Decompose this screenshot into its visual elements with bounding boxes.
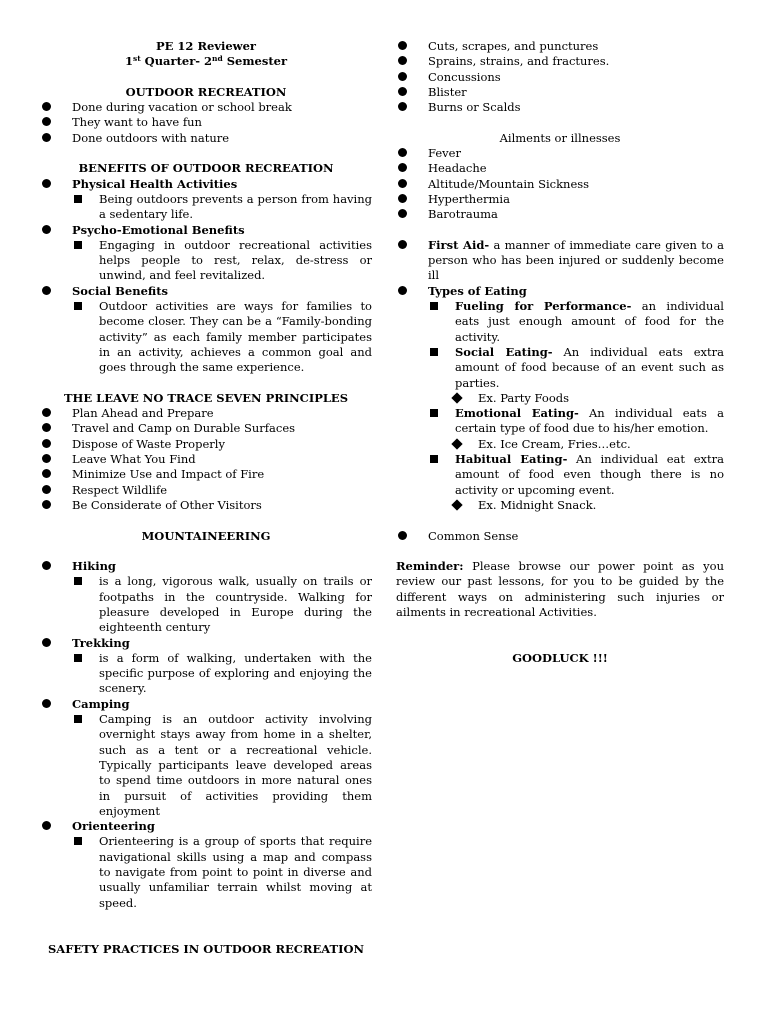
document-title: PE 12 Reviewer [156, 39, 256, 53]
ailments-heading: Ailments or illnesses [499, 130, 621, 145]
diamond-bullet-icon [451, 499, 462, 510]
square-bullet-icon [74, 577, 82, 585]
list-item: Hiking [40, 559, 372, 574]
example-item: Ex. Ice Cream, Fries…etc. [396, 437, 724, 452]
bullet-icon [398, 531, 407, 540]
document-subtitle [40, 54, 372, 69]
list-item: Camping [40, 697, 372, 712]
bullet-icon [42, 821, 51, 830]
goodluck-text: GOODLUCK !!! [512, 650, 608, 665]
bullet-icon [42, 638, 51, 647]
right-column [396, 39, 724, 666]
square-bullet-icon [74, 654, 82, 662]
first-aid-item: First Aid- a manner of immediate care given to a person who has been injured or suddenly become ill [396, 238, 724, 284]
bullet-icon [42, 225, 51, 234]
bullet-icon [42, 423, 51, 432]
list-item: Dispose of Waste Properly [40, 437, 372, 452]
list-item: Physical Health Activities [40, 177, 372, 192]
quarter-number: 1 [124, 54, 133, 69]
outdoor-heading: OUTDOOR RECREATION [125, 84, 287, 99]
list-item: They want to have fun [40, 115, 372, 130]
semester-suffix: nd [212, 54, 223, 64]
bullet-icon [42, 439, 51, 448]
list-item: Plan Ahead and Prepare [40, 406, 372, 421]
sub-item: Orienteering is a group of sports that require navigational skills using a map and compass to navigate from point to point in diverse and usually unfamiliar terrain whilst moving at speed. [40, 834, 372, 910]
list-item: Headache [396, 161, 724, 176]
quarter-suffix: st [132, 54, 141, 64]
sub-item: Social Eating- An individual eats extra amount of food because of an event such as parties. [396, 345, 724, 391]
bullet-icon [398, 56, 407, 65]
bullet-icon [42, 561, 51, 570]
square-bullet-icon [74, 837, 82, 845]
list-item: Cuts, scrapes, and punctures [396, 39, 724, 54]
square-bullet-icon [74, 715, 82, 723]
bullet-icon [42, 179, 51, 188]
list-item: Altitude/Mountain Sickness [396, 177, 724, 192]
bullet-icon [42, 117, 51, 126]
bullet-icon [398, 163, 407, 172]
safety-heading: SAFETY PRACTICES IN OUTDOOR RECREATION [48, 941, 364, 956]
list-item: Travel and Camp on Durable Surfaces [40, 421, 372, 436]
square-bullet-icon [74, 241, 82, 249]
diamond-bullet-icon [451, 392, 462, 403]
bullet-icon [398, 41, 407, 50]
square-bullet-icon [430, 302, 438, 310]
semester-text: Semester [222, 54, 288, 69]
bullet-icon [42, 485, 51, 494]
list-item: Sprains, strains, and fractures. [396, 54, 724, 69]
sub-item: Outdoor activities are ways for families to become closer. They can be a “Family-bonding activity” as each family member participates in an activity, achieves a common goal and goes through the same experience. [40, 299, 372, 375]
list-item: Psycho-Emotional Benefits [40, 223, 372, 238]
sub-item: Habitual Eating- An individual eat extra amount of food even though there is no activity or upcoming event. [396, 452, 724, 498]
bullet-icon [398, 102, 407, 111]
list-item: Done outdoors with nature [40, 131, 372, 146]
example-item: Ex. Midnight Snack. [396, 498, 724, 513]
list-item: Blister [396, 85, 724, 100]
sub-item: Emotional Eating- An individual eats a certain type of food due to his/her emotion. [396, 406, 724, 437]
bullet-icon [42, 500, 51, 509]
list-item: Orienteering [40, 819, 372, 834]
list-item: Minimize Use and Impact of Fire [40, 467, 372, 482]
bullet-icon [42, 699, 51, 708]
quarter-text: Quarter- 2 [140, 54, 213, 69]
square-bullet-icon [74, 302, 82, 310]
list-item: Common Sense [396, 529, 724, 544]
list-item: Be Considerate of Other Visitors [40, 498, 372, 513]
bullet-icon [398, 148, 407, 157]
left-column [40, 39, 372, 957]
bullet-icon [398, 209, 407, 218]
bullet-icon [398, 72, 407, 81]
diamond-bullet-icon [451, 438, 462, 449]
bullet-icon [42, 469, 51, 478]
square-bullet-icon [430, 409, 438, 417]
bullet-icon [398, 87, 407, 96]
sub-item: is a long, vigorous walk, usually on trails or footpaths in the countryside. Walking for pleasure developed in Europe during the eighteenth century [40, 574, 372, 635]
bullet-icon [42, 102, 51, 111]
list-item: Trekking [40, 636, 372, 651]
bullet-icon [42, 454, 51, 463]
bullet-icon [398, 179, 407, 188]
sub-item: Fueling for Performance- an individual eats just enough amount of food for the activity. [396, 299, 724, 345]
list-item: Hyperthermia [396, 192, 724, 207]
bullet-icon [42, 408, 51, 417]
list-item: Respect Wildlife [40, 483, 372, 498]
square-bullet-icon [430, 348, 438, 356]
bullet-icon [398, 286, 407, 295]
sub-item: Being outdoors prevents a person from having a sedentary life. [40, 192, 372, 223]
bullet-icon [42, 133, 51, 142]
sub-item: Camping is an outdoor activity involving overnight stays away from home in a shelter, such as a tent or a recreational vehicle. Typically participants leave developed areas to spend time outdoors in more natural ones in pursuit of activities providing them enjoyment [40, 712, 372, 819]
list-item: Social Benefits [40, 284, 372, 299]
leave-no-trace-heading: THE LEAVE NO TRACE SEVEN PRINCIPLES [63, 390, 349, 405]
benefits-heading: BENEFITS OF OUTDOOR RECREATION [78, 161, 334, 176]
list-item: Concussions [396, 70, 724, 85]
types-of-eating-item: Types of Eating [396, 284, 724, 299]
reminder-paragraph: Reminder: Please browse our power point as you review our past lessons, for you to be guided by the different ways on administering such injuries or ailments in recreational Activities. [396, 559, 724, 619]
list-item: Leave What You Find [40, 452, 372, 467]
square-bullet-icon [430, 455, 438, 463]
sub-item: is a form of walking, undertaken with the specific purpose of exploring and enjoying the scenery. [40, 651, 372, 697]
example-item: Ex. Party Foods [396, 391, 724, 406]
bullet-icon [398, 194, 407, 203]
list-item: Fever [396, 146, 724, 161]
square-bullet-icon [74, 195, 82, 203]
mountaineering-heading: MOUNTAINEERING [141, 528, 271, 543]
list-item: Done during vacation or school break [40, 100, 372, 115]
list-item: Barotrauma [396, 207, 724, 222]
sub-item: Engaging in outdoor recreational activities helps people to rest, relax, de-stress or unwind, and feel revitalized. [40, 238, 372, 284]
bullet-icon [398, 240, 407, 249]
bullet-icon [42, 286, 51, 295]
list-item: Burns or Scalds [396, 100, 724, 115]
